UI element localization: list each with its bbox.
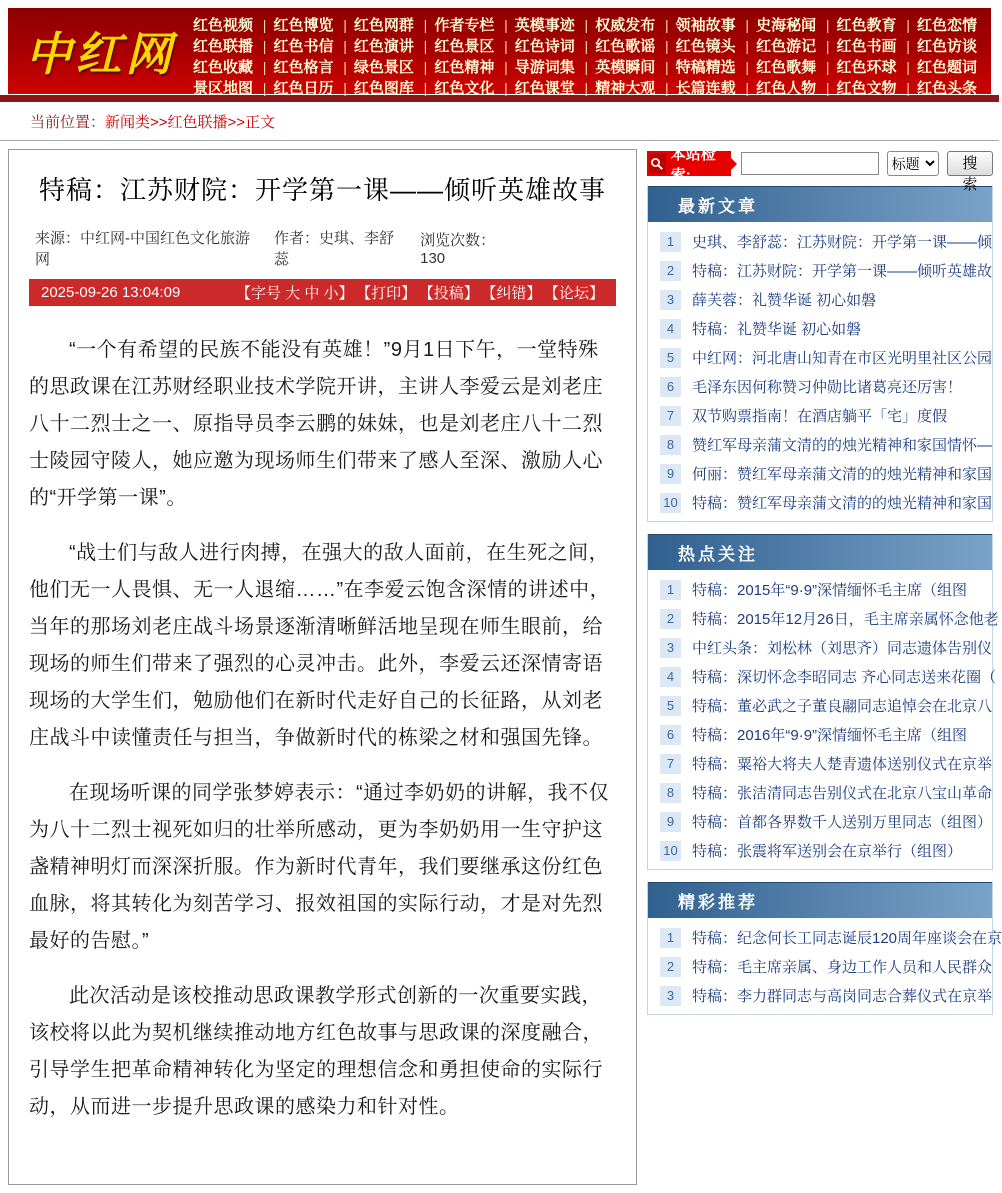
main-nav [193,8,991,97]
site-search [647,145,993,193]
nav-row-1 [193,14,977,35]
nav-link[interactable]: | 红色博览 [273,17,334,34]
nav-link[interactable]: | 红色歌舞 [756,59,817,76]
search-category-select[interactable] [887,151,939,176]
item-number: 2 [660,609,681,629]
search-label: 本站检索: [647,151,731,176]
nav-link[interactable]: | 红色网群 [353,17,414,34]
item-title: 特稿：粟裕大将夫人楚青遗体送别仪式在京举 [692,756,993,773]
nav-link[interactable]: 红色收藏 [193,59,254,76]
nav-link[interactable]: | 红色诗词 [514,38,575,55]
sidebar [647,145,1002,1027]
item-title: 双节购票指南！在酒店躺平「宅」度假 [692,408,948,425]
item-number: 3 [660,638,681,658]
item-number: 10 [660,841,681,861]
article-paragraph: “战士们与敌人进行肉搏，在强大的敌人面前，在生死之间，他们无一人畏惧、无一人退缩……”在李爱云饱含深情的讲述中，当年的那场刘老庄战斗场景逐渐清晰鲜活地呈现在师生眼前，给现场的师生们带来了强烈的心灵冲击。此外，李爱云还深情寄语现场的大学生们，勉励他们在新时代走好自己的长征路，从刘老庄战斗中读懂责任与担当，争做新时代的栋梁之材和强国先锋。 [29,542,611,749]
article-paragraph: 在现场听课的同学张梦婷表示：“通过李奶奶的讲解，我不仅为八十二烈士视死如归的壮举所感动，更为李奶奶用一生守护这盏精神明灯而深深折服。作为新时代青年，我们要继承这份红色血脉，将其转化为刻苦学习、报效祖国的实际行动，才是对先烈最好的告慰。” [29,782,610,952]
item-number: 5 [660,696,681,716]
nav-link[interactable]: | 特稿精选 [675,59,736,76]
item-title: 特稿：李力群同志与高岗同志合葬仪式在京举 [692,988,993,1005]
item-title: 特稿：毛主席亲属、身边工作人员和人民群众 [692,959,993,976]
item-number: 5 [660,348,681,368]
list-item[interactable] [648,488,992,517]
list-item[interactable] [648,343,992,372]
nav-link[interactable]: | 红色镜头 [675,38,736,55]
breadcrumb-trail[interactable]: 新闻类>>红色联播>>正文 [105,114,276,131]
nav-link[interactable]: | 史海秘闻 [756,17,817,34]
item-title: 特稿：张震将军送别会在京举行（组图） [692,843,963,860]
nav-link[interactable]: | 精神大观 [595,80,656,97]
article-paragraph: 此次活动是该校推动思政课教学形式创新的一次重要实践，该校将以此为契机继续推动地方红色故事与思政课的深度融合，引导学生把革命精神转化为坚定的理想信念和勇担使命的实际行动，从而进一步提升思政课的感染力和针对性。 [29,985,603,1118]
item-title: 特稿：礼赞华诞 初心如磐 [692,321,862,338]
item-title: 特稿：首都各界数千人送别万里同志（组图） [692,814,993,831]
section-title: 热点关注 [648,534,992,570]
breadcrumb-label: 当前位置： [30,114,106,131]
list-item[interactable] [648,256,992,285]
toolbar-action-button[interactable]: 【打印】 [356,285,417,302]
list-item[interactable] [648,227,992,256]
nav-row-2 [193,35,977,56]
nav-link[interactable]: | 红色课堂 [514,80,575,97]
item-number: 6 [660,725,681,745]
search-button[interactable]: 搜索 [947,151,993,176]
breadcrumb [0,102,999,141]
item-title: 特稿：2015年12月26日，毛主席亲属怀念他老 [692,611,999,628]
item-title: 特稿：深切怀念李昭同志 齐心同志送来花圈（ [692,669,997,686]
article-panel [8,149,637,1185]
item-title: 赞红军母亲蒲文清的的烛光精神和家国情怀— [692,437,993,454]
page-title: 特稿：江苏财院：开学第一课——倾听英雄故事 [38,175,606,205]
nav-row-4 [193,77,977,98]
list-item[interactable] [648,807,992,836]
search-input[interactable] [741,152,879,175]
item-title: 中红头条：刘松林（刘思齐）同志遗体告别仪 [692,640,993,657]
item-number: 8 [660,435,681,455]
item-title: 毛泽东因何称赞习仲勋比诸葛亮还厉害！ [692,379,963,396]
nav-link[interactable]: | 红色文化 [434,80,495,97]
nav-link[interactable]: | 绿色景区 [353,59,414,76]
toolbar-action-button[interactable]: 【字号 大 中 小】 [236,285,354,302]
list-item[interactable] [648,981,992,1010]
nav-link[interactable]: | 红色环球 [836,59,897,76]
list-item[interactable] [648,923,1002,952]
nav-link[interactable]: | 红色日历 [273,80,334,97]
article-toolbar [29,279,616,306]
item-number: 2 [660,261,681,281]
section-title: 最新文章 [648,186,992,222]
item-number: 8 [660,783,681,803]
item-number: 9 [660,812,681,832]
item-title: 特稿：纪念何长工同志诞辰120周年座谈会在京 [692,930,1002,947]
nav-link[interactable]: | 红色教育 [836,17,897,34]
site-logo[interactable]: 中红网 [25,27,176,81]
nav-link[interactable]: | 导游词集 [514,59,575,76]
list-item[interactable] [648,459,992,488]
list-item[interactable] [648,720,992,749]
toolbar-action-button[interactable]: 【论坛】 [543,285,604,302]
list-item[interactable] [648,314,992,343]
nav-link[interactable]: 红色联播 [193,38,254,55]
item-title: 特稿：2015年“9·9”深情缅怀毛主席（组图 [692,582,968,599]
list-item[interactable] [648,604,999,633]
item-number: 7 [660,754,681,774]
nav-link[interactable]: | 作者专栏 [434,17,495,34]
nav-row-3 [193,56,977,77]
list-item[interactable] [648,836,992,865]
item-number: 10 [660,493,681,513]
item-title: 特稿：2016年“9·9”深情缅怀毛主席（组图 [692,727,968,744]
toolbar-action-button[interactable]: 【纠错】 [481,285,542,302]
item-title: 中红网：河北唐山知青在市区光明里社区公园 [692,350,993,367]
article-author: 作者：史琪、李舒蕊 [274,230,395,268]
list-item[interactable] [648,430,992,459]
site-header [8,8,991,97]
nav-link[interactable]: 景区地图 [193,80,254,97]
section-latest-articles [647,186,993,522]
item-number: 6 [660,377,681,397]
item-number: 3 [660,290,681,310]
item-number: 1 [660,232,681,252]
article-body [29,332,616,1126]
item-number: 4 [660,667,681,687]
nav-link[interactable]: | 红色演讲 [353,38,414,55]
nav-link[interactable]: | 红色文物 [836,80,897,97]
nav-link[interactable]: | 红色格言 [273,59,334,76]
list-item[interactable] [648,575,992,604]
article-source: 来源：中红网-中国红色文化旅游网 [35,230,250,268]
item-number: 9 [660,464,681,484]
item-title: 史琪、李舒蕊：江苏财院：开学第一课——倾 [692,234,993,251]
item-number: 1 [660,928,681,948]
article-meta [35,227,610,269]
nav-link[interactable]: | 红色访谈 [916,38,977,55]
nav-link[interactable]: | 长篇连载 [675,80,736,97]
nav-link[interactable]: | 红色题词 [916,59,977,76]
search-icon [649,153,666,174]
item-title: 特稿：赞红军母亲蒲文清的的烛光精神和家国 [692,495,993,512]
nav-link[interactable]: | 红色歌谣 [595,38,656,55]
list-item[interactable] [648,778,992,807]
section-recommended [647,882,1002,1015]
nav-link[interactable]: | 领袖故事 [675,17,736,34]
list-item[interactable] [648,662,997,691]
list-item[interactable] [648,285,992,314]
nav-link[interactable]: | 红色游记 [756,38,817,55]
item-title: 特稿：董必武之子董良翮同志追悼会在北京八 [692,698,993,715]
item-number: 2 [660,957,681,977]
nav-link[interactable]: | 权威发布 [595,17,656,34]
item-title: 特稿：张洁清同志告别仪式在北京八宝山革命 [692,785,993,802]
article-paragraph: “一个有希望的民族不能没有英雄！”9月1日下午，一堂特殊的思政课在江苏财经职业技术学院开讲，主讲人李爱云是刘老庄八十二烈士之一、原指导员李云鹏的妹妹，也是刘老庄八十二烈士陵园守陵人，她应邀为现场师生们带来了感人至深、激励人心的“开学第一课”。 [29,339,603,509]
nav-link[interactable]: 红色视频 [193,17,254,34]
section-hot-topics [647,534,999,870]
nav-link[interactable]: | 英模事迹 [514,17,575,34]
item-number: 1 [660,580,681,600]
toolbar-actions [236,282,604,303]
list-item[interactable] [648,401,992,430]
article-date: 2025-09-26 13:04:09 [41,284,181,301]
nav-link[interactable]: | 红色书画 [836,38,897,55]
list-item[interactable] [648,372,992,401]
nav-link[interactable]: | 红色精神 [434,59,495,76]
item-title: 薛芙蓉：礼赞华诞 初心如磐 [692,292,877,309]
nav-link[interactable]: | 红色恋情 [916,17,977,34]
list-item[interactable] [648,952,992,981]
nav-link[interactable]: | 红色头条 [916,80,977,97]
item-number: 4 [660,319,681,339]
nav-link[interactable]: | 红色人物 [756,80,817,97]
item-title: 何丽：赞红军母亲蒲文清的的烛光精神和家国 [692,466,993,483]
section-title: 精彩推荐 [648,882,992,918]
nav-link[interactable]: | 英模瞬间 [595,59,656,76]
list-item[interactable] [648,749,992,778]
toolbar-action-button[interactable]: 【投稿】 [418,285,479,302]
article-views: 浏览次数：130 [420,232,496,267]
list-item[interactable] [648,691,992,720]
list-item[interactable] [648,633,992,662]
nav-link[interactable]: | 红色书信 [273,38,334,55]
nav-link[interactable]: | 红色图库 [353,80,414,97]
item-number: 3 [660,986,681,1006]
item-number: 7 [660,406,681,426]
item-title: 特稿：江苏财院：开学第一课——倾听英雄故 [692,263,993,280]
nav-link[interactable]: | 红色景区 [434,38,495,55]
